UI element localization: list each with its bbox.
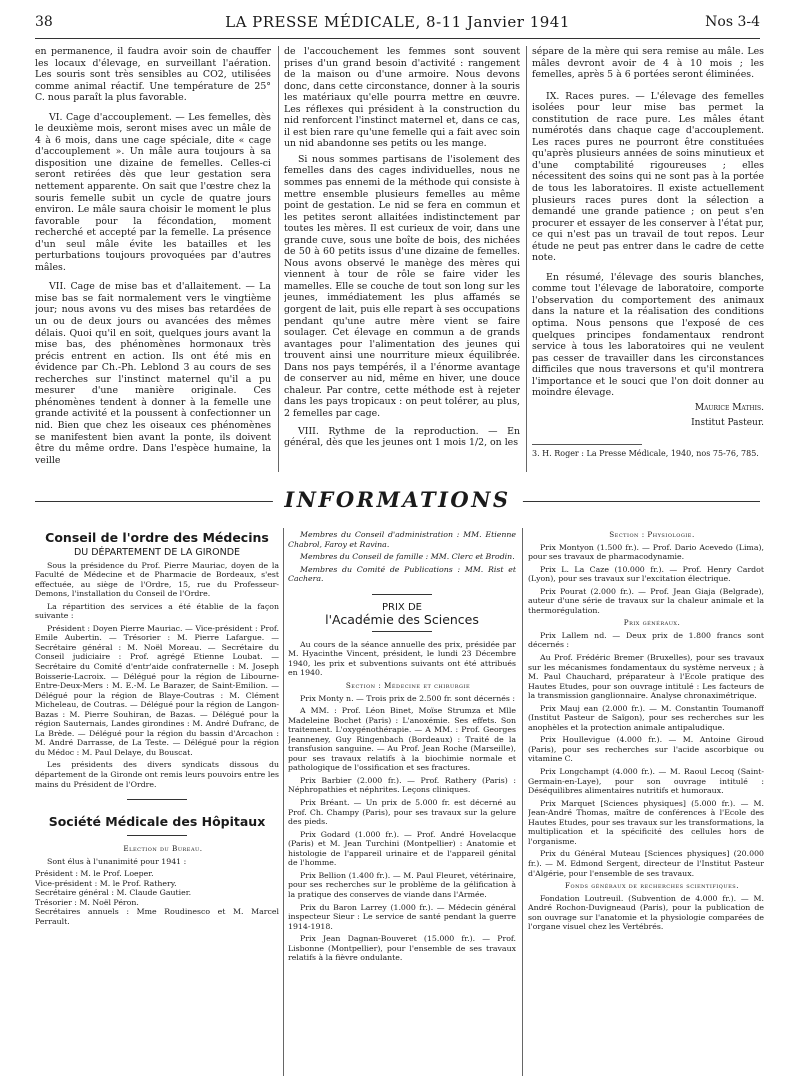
article-paragraph: VII. Cage de mise bas et d'allaitement. — La mise bas se fait normalement vers le vingtième jour; nous avons vu des mises bas retardées de un ou de deux jours ou avancées des mêmes délais. Quoi qu'il en soit, quelques jours avant la mise bas, des phénomènes hormonaux très précis entrent en action. Ils ont été mis en évidence par Ch.-Ph. Leblond 3 au cours de ses recherches sur l'instinct maternel qu'il a pu mesurer d'une manière originale. Ces phénomènes tendent à donner à la femelle une grande activité et la poussent à confectionner un nid. Bien que chez les oiseaux ces phénomènes se manifestent bien avant la ponte, ils doivent être du même ordre. Dans l'espèce humaine, la veille	[35, 281, 271, 466]
running-header	[35, 8, 760, 39]
prix-paragraph: Prix Houllevigue (4.000 fr.). — M. Antoine Giroud (Paris), pour ses recherches sur l'acide ascorbique ou vitamine C.	[528, 735, 764, 764]
article-column-2	[284, 46, 520, 474]
informations-title: INFORMATIONS	[272, 487, 522, 512]
column-divider	[526, 46, 527, 472]
footnote: 3. H. Roger : La Presse Médicale, 1940, nos 75-76, 785.	[532, 448, 759, 458]
page-number: 38	[35, 14, 53, 30]
informations-banner	[35, 487, 760, 517]
author-affiliation: Institut Pasteur.	[691, 418, 764, 429]
fonds-generaux-head: Fonds généraux de recherches scientifiques.	[565, 881, 739, 891]
section-rule	[127, 799, 187, 800]
prix-paragraph: Prix Monty n. — Trois prix de 2.500 fr. sont décernés :	[300, 693, 515, 703]
article-paragraph: sépare de la mère qui sera remise au mâle. Les mâles devront avoir de 4 à 10 mois ; les femelles, après 5 à 6 portées seront éliminées.	[532, 46, 764, 81]
section-rule	[372, 631, 432, 632]
prix-paragraph: A MM. : Prof. Léon Binet, Moïse Strumza et Mlle Madeleine Bochet (Paris) : L'anoxémie. Ses effets. Son traitement. L'oxygénothérapie. — A MM. : Prof. Georges Jeanneney, Guy Ringenbach (Bordeaux) : Traité de la transfusion sanguine. — Au Prof. Jean Roche (Marseille), pour ses travaux relatifs à la biochimie normale et pathologique de l'ossification et ses fractures.	[288, 706, 516, 773]
footnote-rule	[532, 444, 642, 445]
conseil-members: Membres du Conseil de famille : MM. Clerc et Brodin.	[300, 552, 515, 562]
prix-paragraph: Prix Lallem nd. — Deux prix de 1.800 francs sont décernés :	[528, 630, 764, 650]
article-paragraph: IX. Races pures. — L'élevage des femelles isolées pour leur mise bas permet la constitution de race pure. Les mâles étant numérotés dans chaque cage d'accouplement. Les races pures ne pourront être constituées qu'après plusieurs années de soins minutieux et d'une comptabilité rigoureuses ; elles nécessitent des soins qui ne sont pas à la portée de tous les laboratoires. Il existe actuellement plusieurs races pures dont la sélection a demandé une grande patience ; on peut s'en procurer et essayer de les conserver à l'état pur, ce qui n'est pas un travail de tout repos. Leur étude ne peut pas entrer dans le cadre de cette note.	[532, 90, 764, 264]
column-divider	[278, 46, 279, 472]
prix-paragraph: Prix du Baron Larrey (1.000 fr.). — Médecin général inspecteur Sieur : Le service de santé pendant la guerre 1914-1918.	[288, 902, 516, 931]
prix-paragraph: Prix Barbier (2.000 fr.). — Prof. Rathery (Paris) : Néphropathies et néphrites. Leçons cliniques.	[288, 775, 516, 795]
prix-paragraph: Prix Bellion (1.400 fr.). — M. Paul Fleuret, vétérinaire, pour ses recherches sur le problème de la gélification à la pratique des conserves de viande dans l'Armée.	[288, 870, 516, 899]
article-column-1	[35, 46, 271, 474]
prix-paragraph: Prix Marquet [Sciences physiques] (5.000 fr.). — M. Jean-André Thomas, maître de conférences à l'Ecole des Hautes Etudes, pour ses travaux sur les transformations, la multiplication et la spécificité des cellules hors de l'organisme.	[528, 798, 764, 846]
prix-paragraph: Prix Montyon (1.500 fr.). — Prof. Dario Acevedo (Lima), pour ses travaux de pharmacodynamie.	[528, 542, 764, 562]
ordre-subtitle: DU DÉPARTEMENT DE LA GIRONDE	[73, 547, 241, 558]
journal-title: LA PRESSE MÉDICALE, 8-11 Janvier 1941	[225, 13, 570, 31]
prix-paragraph: Prix Jean Dagnan-Bouveret (15.000 fr.). — Prof. Lisbonne (Montpellier), pour l'ensemble de ses travaux relatifs à la fièvre ondulante.	[288, 934, 516, 963]
prix-paragraph: Prix L. La Caze (10.000 fr.). — Prof. Henry Cardot (Lyon), pour ses travaux sur l'excitation électrique.	[528, 564, 764, 584]
prix-paragraph: Au Prof. Frédéric Bremer (Bruxelles), pour ses travaux sur les mécanismes fondamentaux du système nerveux ; à M. Paul Chauchard, préparateur à l'Ecole pratique des Hautes Etudes, pour son ouvrage intitulé : Les facteurs de la transmission ganglionnaire. Analyse chronaximétrique.	[528, 653, 764, 701]
prix-paragraph: Prix Mauj ean (2.000 fr.). — M. Constantin Toumanoff (Institut Pasteur de Saïgon), pour ses recherches sur les anophèles et la protection animale antipaludique.	[528, 703, 764, 732]
ordre-title: Conseil de l'ordre des Médecins	[45, 530, 269, 545]
section-rule	[127, 835, 187, 836]
info-column-2	[288, 530, 516, 1078]
section-physiologie-head: Section : Physiologie.	[609, 530, 695, 539]
societe-line: Secrétaires annuels : Mme Roudinesco et M. Marcel Perrault.	[35, 907, 279, 926]
ordre-paragraph: Les présidents des divers syndicats dissous du département de la Gironde ont remis leurs pouvoirs entre les mains du Président de l'Ordre.	[35, 760, 279, 789]
article-paragraph: en permanence, il faudra avoir soin de chauffer les locaux d'élevage, en surveillant l'aération. Les souris sont très sensibles au CO2, utilisées comme animal réactif. Une température de 25° C. nous paraît la plus favorable.	[35, 46, 271, 104]
societe-subhead: Election du Bureau.	[123, 844, 203, 854]
article-column-3	[532, 46, 764, 474]
section-rule	[372, 594, 432, 595]
article-paragraph: En résumé, l'élevage des souris blanches, comme tout l'élevage de laboratoire, comporte l'observation du comportement des animaux dans la nature et la réalisation des conditions optima. Nous pensons que l'exposé de ces quelques principes fondamentaux rendront service à tous les laboratoires qui ne veulent pas cesser de travailler dans les circonstances difficiles que nous traversons et qu'il montrera l'importance et le souci que l'on doit donner au moindre élevage.	[532, 271, 764, 399]
societe-line: Président : M. le Prof. Loeper.	[35, 869, 154, 879]
info-column-3	[528, 530, 764, 1078]
ordre-paragraph: La répartition des services a été établie de la façon suivante :	[35, 601, 279, 621]
article-paragraph: de l'accouchement les femmes sont souvent prises d'un grand besoin d'activité : rangement de la maison ou d'une armoire. Nous devons donc, dans cette circonstance, donner à la souris les matériaux qu'elle pourra mettre en œuvre. Les réflexes qui président à la construction du nid renforcent l'instinct maternel et, dans ce cas, il est bien rare qu'une femelle qui a fait avec soin un nid abandonne ses petits ou les mange.	[284, 46, 520, 150]
prix-paragraph: Prix Longchampt (4.000 fr.). — M. Raoul Lecoq (Saint-Germain-en-Laye), pour son ouvrage intitulé : Déséquilibres alimentaires nutritifs et humoraux.	[528, 767, 764, 796]
section-medecine-head: Section : Médecine et chirurgie	[345, 681, 471, 691]
prix-generaux-head: Prix généraux.	[623, 618, 681, 628]
author-signature: Maurice Mathis.	[694, 402, 764, 413]
prix-paragraph: Prix Pourat (2.000 fr.). — Prof. Jean Giaja (Belgrade), auteur d'une série de travaux sur la chaleur animale et la thermorégulation.	[528, 586, 764, 615]
societe-title: Société Médicale des Hôpitaux	[48, 814, 266, 830]
issue-number: Nos 3-4	[705, 14, 760, 30]
ordre-paragraph: Président : Doyen Pierre Mauriac. — Vice-président : Prof. Emile Aubertin. — Trésorier : M. Pierre Lafargue. — Secrétaire général : M. Noël Moreau. — Secrétaire du Conseil judiciaire : Prof. agrégé Etienne Loubat. — Secrétaire du Comité d'entr'aide confraternelle : M. Joseph Boisserie-Lacroix. — Délégué pour la région de Libourne-Entre-Deux-Mers : M. E.-M. Le Barazer, de Saint-Emilion. — Délégué pour la région de Blaye-Coutras : M. Clément Micheleau, de Coutras. — Délégué pour la région de Langon-Bazas : M. Pierre Souhiran, de Bazas. — Délégué pour la région Sauternais, Landes girondines : M. André Dufranc, de La Brède. — Délégué pour la région du bassin d'Arcachon : M. André Darrasse, de La Teste. — Délégué pour la région du Médoc : M. Paul Delaye, du Bouscat.	[35, 623, 279, 757]
article-paragraph: Si nous sommes partisans de l'isolement des femelles dans des cages individuelles, nous ne sommes pas ennemi de la méthode qui consiste à mettre ensemble plusieurs femelles au même point de gestation. Le nid se fera en commun et les petites seront allaitées indistinctement par toutes les mères. Il est curieux de voir, dans une grande cuve, sous une boîte de bois, des nichées de 50 à 60 petits issus d'une dizaine de femelles. Nous avons observé le manège des mères qui viennent à tour de rôle se faire vider les mamelles. Elle se couche de tout son long sur les jeunes, immédiatement les plus affamés se gorgent de lait, puis elle repart à ses occupations pendant qu'une autre mère vient se faire soulager. Cet élevage en commun a de grands avantages pour l'alimentation des jeunes qui trouvent ainsi une nourriture mieux équilibrée. Dans nos pays tempérés, il a l'énorme avantage de conserver au nid, même en hiver, une douce chaleur. Par contre, cette méthode est à rejeter dans les pays tropicaux : on peut tolérer, au plus, 2 femelles par cage.	[284, 153, 520, 419]
academie-intro: Au cours de la séance annuelle des prix, présidée par M. Hyacinthe Vincent, président, le lundi 23 Décembre 1940, les prix et subventions suivants ont été attribués en 1940.	[288, 639, 516, 678]
article-paragraph: VIII. Rythme de la reproduction. — En général, dès que les jeunes ont 1 mois 1/2, on les	[284, 425, 520, 449]
societe-intro: Sont élus à l'unanimité pour 1941 :	[47, 856, 187, 866]
prix-paragraph: Prix Godard (1.000 fr.). — Prof. André Hovelacque (Paris) et M. Jean Turchini (Montpellier) : Anatomie et histologie de l'appareil urinaire et de l'appareil génital de l'homme.	[288, 829, 516, 868]
prix-paragraph: Fondation Loutreuil. (Subvention de 4.000 fr.). — M. André Rochon-Duvigneaud (Paris), pour la publication de son ouvrage sur l'anatomie et la physiologie comparées de l'organe visuel chez les Vertébrés.	[528, 893, 764, 932]
prix-de-label: PRIX DE	[382, 601, 422, 613]
prix-paragraph: Prix du Général Muteau [Sciences physiques] (20.000 fr.). — M. Edmond Sergent, directeur de l'Institut Pasteur d'Algérie, pour l'ensemble de ses travaux.	[528, 849, 764, 878]
conseil-members: Membres du Conseil d'administration : MM. Etienne Chabrol, Faroy et Ravina.	[288, 530, 516, 549]
article-paragraph: VI. Cage d'accouplement. — Les femelles, dès le deuxième mois, seront mises avec un mâle de 4 à 6 mois, dans une cage spéciale, dite « cage d'accouplement ». Un mâle aura toujours à sa disposition une dizaine de femelles. Celles-ci seront retirées dès que leur gestation sera nettement apparente. On sait que l'œstre chez la souris femelle subit un cycle de quatre jours environ. Le mâle saura choisir le moment le plus favorable pour la fécondation, moment recherché et accepté par la femelle. La présence d'un seul mâle évite les batailles et les perturbations toujours provoquées par d'autres mâles.	[35, 111, 271, 273]
conseil-members: Membres du Comité de Publications : MM. Rist et Cachera.	[288, 564, 516, 584]
column-divider	[283, 528, 284, 1076]
column-divider	[522, 528, 523, 1076]
ordre-paragraph: Sous la présidence du Prof. Pierre Mauriac, doyen de la Faculté de Médecine et de Pharmacie de Bordeaux, s'est effectuée, au siège de l'Ordre, 15, rue du Professeur-Demons, l'installation du Conseil de l'Ordre.	[35, 560, 279, 599]
academie-title: l'Académie des Sciences	[325, 612, 479, 628]
societe-line: Vice-président : M. le Prof. Rathery.	[35, 878, 177, 888]
info-column-1	[35, 530, 279, 1078]
societe-line: Trésorier : M. Noël Péron.	[35, 897, 139, 907]
prix-paragraph: Prix Bréant. — Un prix de 5.000 fr. est décerné au Prof. Ch. Champy (Paris), pour ses travaux sur la gelure des pieds.	[288, 798, 516, 827]
societe-line: Secrétaire général : M. Claude Gautier.	[35, 888, 192, 898]
